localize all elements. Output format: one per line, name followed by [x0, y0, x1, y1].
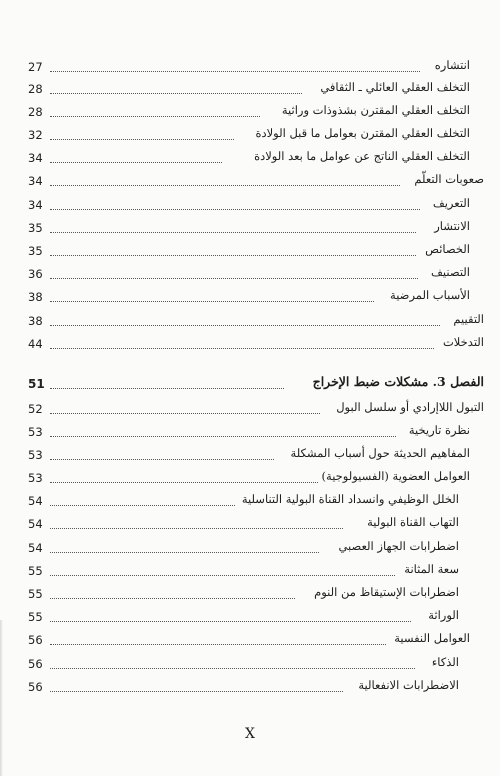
toc-page-number: 52: [28, 402, 43, 416]
toc-entry-label: التخلف العقلي المقترن بعوامل ما قبل الولادة: [255, 126, 470, 140]
toc-leader-dots: [50, 679, 343, 692]
toc-leader-dots: [50, 424, 396, 437]
toc-leader-dots: [50, 563, 395, 576]
toc-entry[interactable]: [28, 124, 470, 147]
toc-entry[interactable]: [28, 170, 484, 193]
toc-page-number: 51: [28, 377, 45, 391]
toc-entry[interactable]: [28, 78, 470, 101]
toc-leader-dots: [50, 336, 434, 349]
toc-leader-dots: [50, 586, 295, 599]
toc-page-number: 55: [28, 587, 43, 601]
toc-page-number: 53: [28, 425, 43, 439]
toc-page-number: 56: [28, 657, 43, 671]
toc-entry-label: نظرة تاريخية: [408, 423, 470, 437]
toc-chapter-heading[interactable]: [28, 373, 484, 396]
toc-page-number: 34: [28, 174, 43, 188]
toc-entry-label: التدخلات: [442, 335, 484, 349]
toc-leader-dots: [50, 656, 415, 669]
toc-entry[interactable]: [28, 653, 459, 676]
toc-page-number: 28: [28, 105, 43, 119]
toc-leader-dots: [50, 609, 411, 622]
toc-entry[interactable]: [28, 194, 470, 217]
toc-entry-label: التخلف العقلي العائلي ـ الثقافي: [320, 80, 470, 94]
toc-entry[interactable]: [28, 467, 470, 490]
toc-leader-dots: [50, 266, 418, 279]
toc-entry-label: المفاهيم الحديثة حول أسباب المشكلة: [290, 446, 470, 460]
toc-entry-label: التصنيف: [431, 265, 470, 279]
toc-leader-dots: [50, 313, 440, 326]
toc-page-number: 35: [28, 221, 43, 235]
toc-entry[interactable]: [28, 421, 470, 444]
toc-entry[interactable]: [28, 513, 459, 536]
toc-entry[interactable]: [28, 398, 484, 421]
toc-entry[interactable]: [28, 444, 470, 467]
toc-entry[interactable]: [28, 147, 470, 170]
toc-entry-label: اضطرابات الإستيقاظ من النوم: [314, 585, 459, 599]
toc-page-number: 56: [28, 680, 43, 694]
toc-entry-label: الاضطرابات الانفعالية: [358, 678, 459, 692]
toc-leader-dots: [50, 81, 302, 94]
toc-entry-label: اضطرابات الجهاز العصبي: [338, 539, 459, 553]
toc-page-number: 36: [28, 267, 43, 281]
toc-entry-label: العوامل العضوية (الفسيولوجية): [321, 469, 470, 483]
toc-entry-label: انتشاره: [434, 58, 470, 72]
toc-entry[interactable]: [28, 560, 459, 583]
toc-page-number: 54: [28, 494, 43, 508]
toc-page-number: 35: [28, 244, 43, 258]
toc-entry[interactable]: [28, 286, 470, 309]
toc-page-number: 44: [28, 337, 43, 351]
toc-leader-dots: [50, 493, 235, 506]
toc-page-number: 56: [28, 633, 43, 647]
toc-page-number: 34: [28, 198, 43, 212]
toc-entry-label: التبول اللاإرادي أو سلسل البول: [336, 400, 484, 414]
toc-page-number: 55: [28, 610, 43, 624]
toc-leader-dots: [50, 376, 284, 389]
toc-page-number: 54: [28, 517, 43, 531]
toc-entry[interactable]: [28, 56, 470, 79]
toc-entry-label: الوراثة: [428, 608, 459, 622]
toc-page-number: 28: [28, 82, 43, 96]
toc-page-number: 55: [28, 564, 43, 578]
toc-leader-dots: [50, 220, 416, 233]
toc-leader-dots: [50, 173, 400, 186]
toc-entry-label: التخلف العقلي المقترن بشذوذات وراثية: [281, 103, 470, 117]
toc-leader-dots: [50, 632, 386, 645]
toc-leader-dots: [50, 401, 320, 414]
toc-entry-label: صعوبات التعلّم: [414, 172, 484, 186]
toc-entry-label: الانتشار: [434, 219, 470, 233]
toc-entry[interactable]: [28, 310, 484, 333]
toc-entry-label: الذكاء: [431, 655, 459, 669]
toc-entry-label: الأسباب المرضية: [390, 288, 470, 302]
page-number-footer: X: [245, 726, 255, 742]
toc-page-number: 32: [28, 128, 43, 142]
toc-entry-label: العوامل النفسية: [394, 631, 470, 645]
toc-leader-dots: [50, 470, 318, 483]
toc-entry[interactable]: [28, 101, 470, 124]
toc-entry[interactable]: [28, 629, 470, 652]
toc-leader-dots: [50, 104, 260, 117]
toc-page-number: 54: [28, 541, 43, 555]
toc-page-number: 38: [28, 314, 43, 328]
toc-entry-label: التعريف: [432, 196, 470, 210]
toc-entry-label: سعة المثانة: [404, 562, 459, 576]
toc-entry[interactable]: [28, 537, 459, 560]
toc-leader-dots: [50, 197, 420, 210]
page-edge-shadow: [0, 620, 3, 776]
toc-entry[interactable]: [28, 240, 470, 263]
toc-leader-dots: [50, 243, 416, 256]
toc-leader-dots: [50, 540, 319, 553]
toc-page-number: 53: [28, 448, 43, 462]
toc-entry[interactable]: [28, 583, 459, 606]
toc-entry[interactable]: [28, 263, 470, 286]
toc-entry[interactable]: [28, 333, 484, 356]
toc-page-number: 38: [28, 290, 43, 304]
toc-page-number: 34: [28, 151, 43, 165]
toc-entry[interactable]: [28, 217, 470, 240]
toc-entry-label: الخصائص: [425, 242, 470, 256]
toc-entry[interactable]: [28, 606, 459, 629]
toc-entry[interactable]: [28, 490, 459, 513]
toc-leader-dots: [50, 59, 420, 72]
toc-leader-dots: [50, 447, 274, 460]
toc-page-number: 27: [28, 60, 43, 74]
toc-page-number: 53: [28, 471, 43, 485]
toc-leader-dots: [50, 127, 234, 140]
toc-entry-label: التقييم: [453, 312, 484, 326]
toc-entry-label: الخلل الوظيفي وانسداد القناة البولية التناسلية: [241, 492, 459, 506]
toc-chapter-title: الفصل 3. مشكلات ضبط الإخراج: [312, 374, 484, 389]
toc-entry-label: التهاب القناة البولية: [367, 515, 459, 529]
toc-leader-dots: [50, 150, 222, 163]
toc-leader-dots: [50, 289, 374, 302]
toc-entry[interactable]: [28, 676, 459, 699]
toc-entry-label: التخلف العقلي الناتج عن عوامل ما بعد الولادة: [254, 149, 470, 163]
toc-leader-dots: [50, 516, 343, 529]
